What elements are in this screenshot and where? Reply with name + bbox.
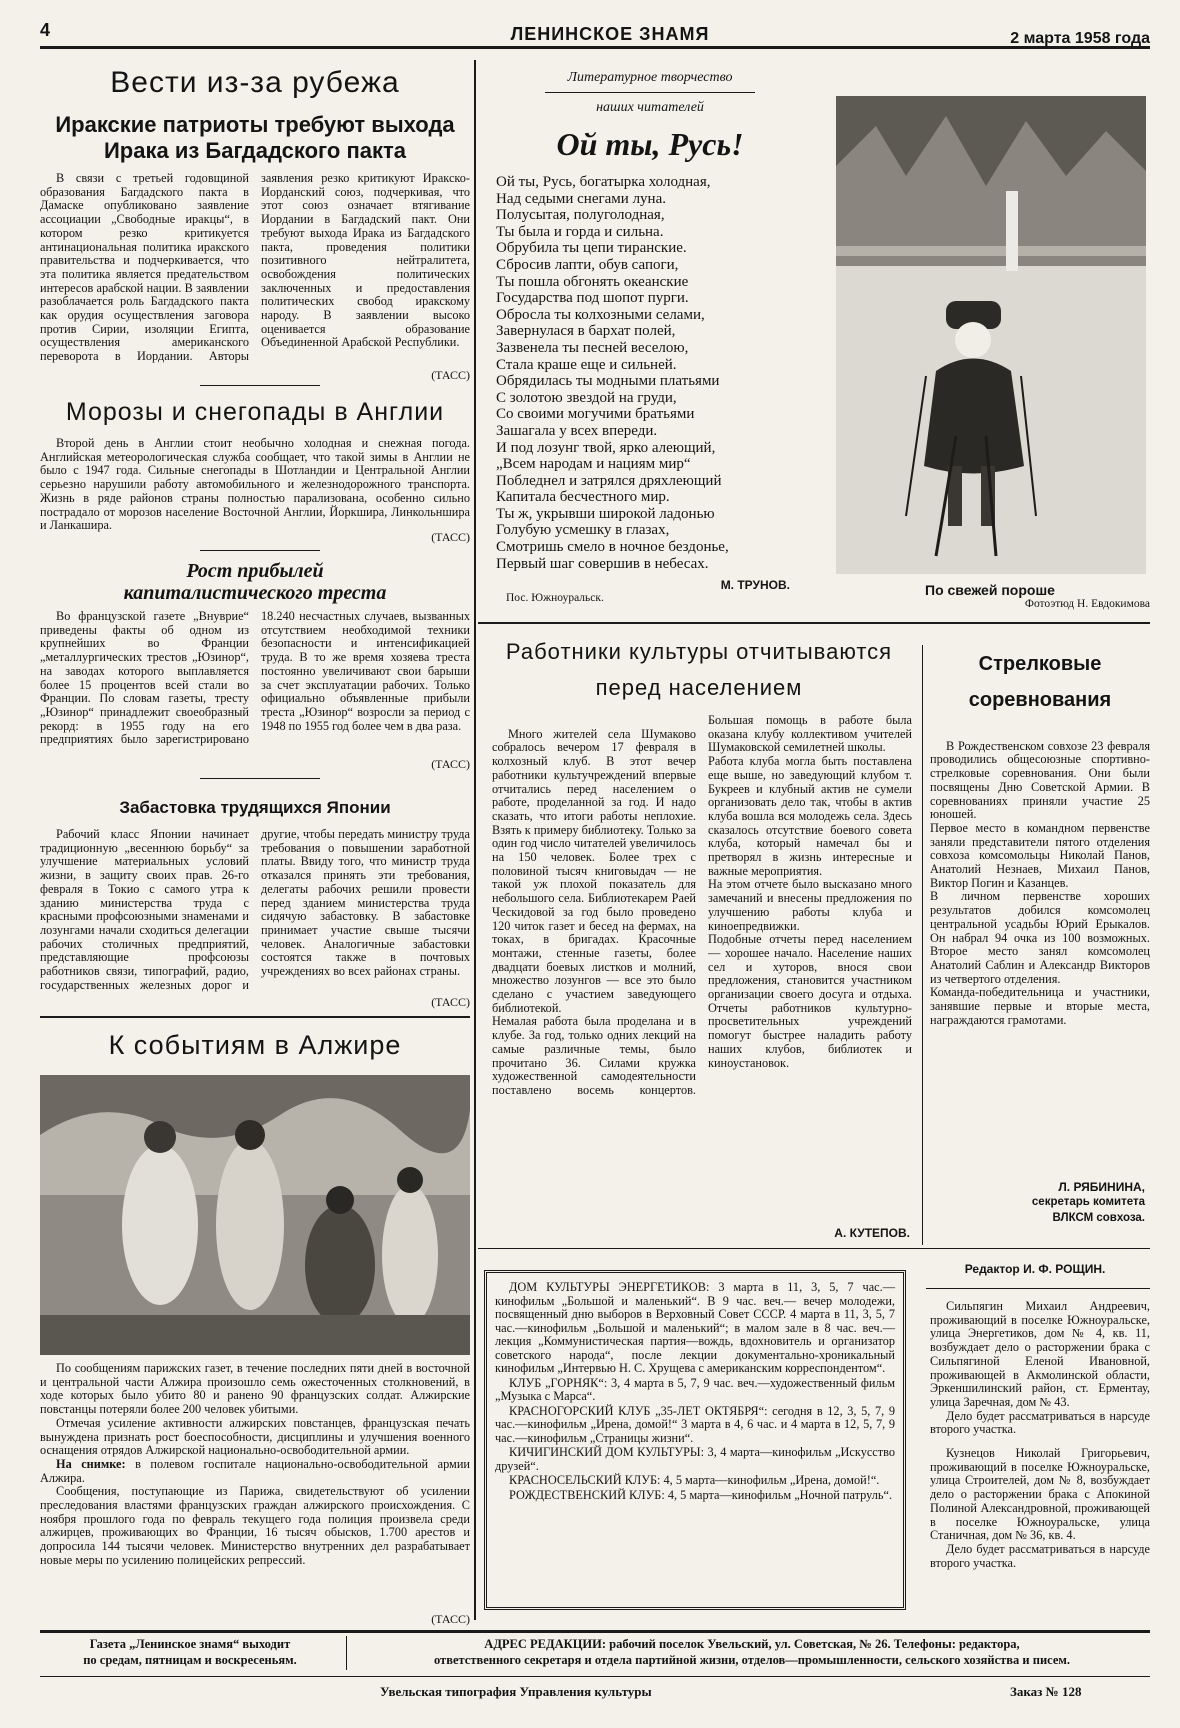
shooting-author-title1: секретарь комитета [1031, 1196, 1145, 1208]
algeria-caption-label: На снимке: [56, 1456, 126, 1471]
culture-author: А. КУТЕПОВ. [834, 1226, 910, 1240]
footer-rule [40, 1630, 1150, 1633]
culture-headline-line2: перед населением [595, 675, 803, 700]
poem-place: Пос. Южноуральск. [506, 592, 604, 604]
divider [200, 550, 320, 551]
footer-order: Заказ № 128 [1010, 1684, 1082, 1699]
divorce-notice2-end: Дело будет рассматриваться в нарсуде второго участка. [930, 1541, 1150, 1570]
footer-schedule-line2: по средам, пятницам и воскресеньям. [83, 1653, 297, 1667]
skier-photo [836, 96, 1146, 574]
shooting-headline [930, 646, 1150, 718]
announcement-item: ДОМ КУЛЬТУРЫ ЭНЕРГЕТИКОВ: 3 марта в 11, 3, 5, 7 час.—кинофильм „Большой и маленький“. В 9 час. веч.— вечер молодежи, посвященный дню выборов в Верховный Совет СССР. 4 марта в 11, 3, 5, 7 час.—кинофильм „Большой и маленький“; в малом зале в 8 час. веч.—лекция „Коммунистическая партия—вождь, вдохновитель и организатор советского народа“, после лекции документально-хроникальный кинофильм „Интервью Н. С. Хрущева с американским корреспондентом“. [495, 1280, 895, 1375]
announcement-item: КРАСНОГОРСКИЙ КЛУБ „35-ЛЕТ ОКТЯБРЯ“: сегодня в 12, 3, 5, 7, 9 час.—кинофильм „Ирена, домой!“ 3 марта в 4, 6 час. и 4 марта в 12, 5, 7, 9 час.—кинофильм „Страницы жизни“. [495, 1403, 895, 1445]
profits-article [40, 610, 470, 770]
section-rule [40, 1016, 470, 1018]
poem-author: М. ТРУНОВ. [720, 578, 790, 592]
section-title-abroad: Вести из-за рубежа [110, 66, 400, 99]
shooting-headline-line2: соревнования [968, 689, 1112, 711]
japan-source: (ТАСС) [431, 995, 470, 1009]
iraq-source: (ТАСС) [431, 368, 470, 382]
culture-headline [480, 634, 918, 706]
iraq-body: В связи с третьей годовщиной образования Багдадского пакта в Дамаске опубликовано заявление ассоциации „Свободные иракцы“, в котором резко критикуется антинациональная политика иракского правительства и подчеркивается, что эта политика является предательством интересов арабской нации. В заявлении разоблачается роль Багдадского пакта как орудия осуществления заговора против Сирии, изоляции Египта, осуществления американского переворота в Иордании. Авторы заявления резко критикуют Иракско-Иорданский союз, подчеркивая, что этот союз означает втягивание Иордании в Багдадский пакт. Они требуют выхода Ирака из Багдадского пакта, проведения политики позитивного нейтралитета, освобождения политических заключенных и предоставления политических свобод иракскому народу. В заявлении высоко оценивается образование Объединенной Арабской Республики. [40, 172, 470, 364]
poem-rubric-line1: Литературное творчество [567, 70, 733, 85]
algeria-caption [40, 1458, 470, 1485]
footer-address-line2: ответственного секретаря и отдела партийной жизни, отделов—промышленности, сельского хозяйства и писем. [433, 1653, 1071, 1667]
footer-divider [346, 1636, 347, 1670]
announcement-item: РОЖДЕСТВЕНСКИЙ КЛУБ: 4, 5 марта—кинофильм „Ночной патруль“. [509, 1487, 893, 1502]
culture-headline-line1: Работники культуры отчитываются [505, 639, 893, 664]
shooting-author-title2: ВЛКСМ совхоза. [1052, 1212, 1145, 1224]
section-rule [478, 1248, 1150, 1249]
iraq-article [40, 172, 470, 372]
algeria-body1: По сообщениям парижских газет, в течение последних пяти дней в восточной и центральной части Алжира произошло семь ожесточенных столкновений, в ходе которых было убито 80 и ранено 90 французских солдат. Алжирские повстанцы потеряли более 200 человек убитыми. [40, 1362, 470, 1417]
shooting-headline-line1: Стрелковые [978, 653, 1102, 675]
divider [200, 385, 320, 386]
algeria-caption-text: в полевом госпитале национально-освободительной армии Алжира. [40, 1456, 470, 1485]
culture-article [492, 714, 912, 1228]
announcement-item: КРАСНОСЕЛЬСКИЙ КЛУБ: 4, 5 марта—кинофильм „Ирена, домой!“. [509, 1473, 880, 1487]
algeria-article [40, 1362, 470, 1622]
iraq-headline: Иракские патриоты требуют выхода Ирака из Багдадского пакта [55, 112, 455, 163]
divorce-notice1: Сильпягин Михаил Андреевич, проживающий в поселке Южноуральске, улица Энергетиков, дом № 4, кв. 11, возбуждает дело о расторжении брака с Сильпягиной Еленой Ивановной, проживающей в Акмолинской области, Эркеншилинский район, ст. Ерментау, улица Заречная, дом № 43. [930, 1300, 1150, 1409]
newspaper-title: ЛЕНИНСКОЕ ЗНАМЯ [510, 24, 710, 44]
algeria-photo-image [40, 1075, 470, 1355]
algeria-headline: К событиям в Алжире [108, 1030, 402, 1060]
announcement-item: КИЧИГИНСКИЙ ДОМ КУЛЬТУРЫ: 3, 4 марта—кинофильм „Искусство друзей“. [495, 1445, 895, 1473]
divorce-notice2: Кузнецов Николай Григорьевич, проживающий в поселке Южноуральске, улица Строителей, дом № 8, возбуждает дело о расторжении брака с Апокиной Полиной Александровной, проживающей в поселке Южноуральске, улица Станичная, дом № 36, кв. 4. [930, 1446, 1150, 1543]
divorce-notices [930, 1300, 1150, 1620]
footer-printer: Увельская типография Управления культуры [380, 1684, 652, 1699]
masthead-rule [40, 46, 1150, 49]
shooting-author: Л. РЯБИНИНА, [1058, 1180, 1145, 1194]
divider [545, 92, 755, 93]
divider [926, 1288, 1150, 1289]
frost-body: Второй день в Англии стоит необычно холодная и снежная погода. Английская метеорологическая служба сообщает, что такой зимы в Англии не было с 1947 года. Сильные снегопады в Шотландии и Центральной Англии серьезно нарушили работу автомобильного и железнодорожного транспорта. Жизнь в ряде районов страны полностью парализована, особенно сильно пострадало от морозов население Восточной Англии, Йоркшира, Линкольншира и Ланкашира. [40, 437, 470, 533]
issue-date: 2 марта 1958 года [1010, 30, 1150, 47]
frost-source: (ТАСС) [431, 530, 470, 544]
profits-headline-line1: Рост прибылей [186, 560, 324, 582]
footer-schedule-line1: Газета „Ленинское знамя“ выходит [89, 1637, 291, 1651]
japan-article [40, 828, 470, 1008]
profits-headline [40, 560, 470, 604]
page-number: 4 [40, 20, 51, 40]
column-divider-left [474, 60, 476, 1620]
shooting-body: В Рождественском совхозе 23 февраля проводились общесоюзные спортивно-стрелковые соревнования. Они были посвящены Дню Советской Армии. В соревнованиях приняли участие 25 юношей. Первое место в командном первенстве заняли представители пятого отделения совхоза комсомольцы Николай Панов, Анатолий Незнаев, Михаил Панов, Виктор Погин и Казанцев. В личном первенстве хороших результатов добился комсомолец центральной усадьбы Юрий Ерыкалов. Он набрал 94 очка из 100 возможных. Второе место занял комсомолец Анатолий Саблин и Александр Викторов из четвертого отделения. Команда-победительница и участники, занявшие первые и вторые места, награждаются грамотами. [930, 738, 1150, 1027]
column-divider-right [922, 645, 923, 1245]
poem-title: Ой ты, Русь! [556, 126, 744, 162]
poem-text: Ой ты, Русь, богатырка холодная, Над седыми снегами луна. Полусытая, полуголодная, Ты была и горда и сильна. Обрубила ты цепи тиранские. Сбросив лапти, обув сапоги, Ты пошла обгонять океанские Государства под шопот пурги. Обросла ты колхозными селами, Завернулася в бархат полей, Зазвенела ты песней веселою, Стала краше еще и сильней. Обрядилась ты модными платьями С золотою звездой на груди, Со своими могучими братьями Зашагала у всех впереди. И под лозунг твой, ярко алеющий, „Всем народам и нациям мир“ Побледнел и затрялся дряхлеющий Капитала бесчестного мир. Ты ж, укрывши широкой ладонью Голубую усмешку в глазах, Смотришь смело в ночное бездонье, Первый шаг совершив в небесах. [496, 174, 729, 572]
shooting-article [930, 726, 1150, 1176]
japan-body: Рабочий класс Японии начинает традиционную „весеннюю борьбу“ за улучшение материальных условий жизни, в защиту своих прав. 26-го февраля в Токио с самого утра к зданию министерства труда с красными профсоюзными знаменами и лозунгами начали сходиться делегации рабочих столичных предприятий, представляющие профсоюзы работников связи, типографий, радио, государственных железных дорог и другие, чтобы передать министру труда требования о повышении заработной платы. Ввиду того, что министр труда отказался принять эти требования, делегаты рабочих решили провести перед зданием министерства труда сидячую забастовку. В забастовке принимает участие свыше тысячи человек. Аналогичные забастовки состоятся также в почтовых учреждениях во всех районах страны. [40, 828, 470, 992]
announcement-item: КЛУБ „ГОРНЯК“: 3, 4 марта в 5, 7, 9 час. веч.—художественный фильм „Музыка с Марса“. [495, 1375, 895, 1403]
skier-photo-image [836, 96, 1146, 574]
profits-source: (ТАСС) [431, 757, 470, 771]
algeria-photo [40, 1075, 470, 1355]
profits-headline-line2: капиталистического треста [123, 582, 387, 604]
footer-schedule [40, 1636, 340, 1668]
footer-address-line1: АДРЕС РЕДАКЦИИ: рабочий поселок Увельский, ул. Советская, № 26. Телефоны: редактора, [484, 1637, 1020, 1651]
skier-photo-caption: По свежей пороше [925, 582, 1055, 598]
culture-body: Много жителей села Шумаково собралось вечером 17 февраля в колхозный клуб. В этот вечер работники культучреждений впервые отчитались перед населением о работе, проделанной за год. И надо сказать, что итоги работы неплохие. Взять к примеру библиотеку. Только за один год число читателей увеличилось на 150 человек. Более трех с половиной тысяч книговыдач — не такой уж плохой показатель для небольшого села. Библиотекарем Раей Ческидовой за год было проведено 120 читок газет и бесед на фермах, на токах, в бригадах. Красочные монтажи, стенные газеты, более двадцати боевых листков и молний, множество лозунгов — все это было сделано с участием заведующего библиотекой. Немалая работа была проделана и в клубе. За год, только одних лекций на самые различные темы, было прочитано 36. Силами кружка художественной самодеятельности поставлено восемь концертов. Большая помощь в работе была оказана клубу коллективом учителей Шумаковской семилетней школы. Работа клуба могла быть поставлена еще выше, но заведующий клубом т. Букреев и клубный актив не сумели организовать дело так, чтобы в актив клуба вошла вся молодежь села. Здесь сказалось отсутствие боевого совета клуба, который намечал бы и претворял в жизнь интересные и важные мероприятия. На этом отчете было высказано много замечаний и внесены предложения по улучшению работы клуба и киноепредвижки. Подобные отчеты перед населением — хорошее начало. Население наших сел и хуторов, внося свои предложения, становится участником организации своего досуга и отдыха. Отчеты работников культурно-просветительных учреждений помогут быстрее наладить работу наших клубов, библиотек и киноустановок. [492, 714, 912, 1097]
frost-headline: Морозы и снегопады в Англии [65, 398, 445, 426]
algeria-body2: Отмечая усиление активности алжирских повстанцев, французская печать вынуждена признать рост боеспособности, дисциплины и улучшения военного оснащения отрядов Алжирской национально-освободительной армии. [40, 1415, 470, 1458]
algeria-body3: Сообщения, поступающие из Парижа, свидетельствуют об усилении преследования властями французских граждан алжирского происхождения. С ноября прошлого года по февраль текущего года полиция произвела среди алжирцев, проживающих во Франции, 16 тысяч обысков, 1.700 арестов и допросила 144 тысячи человек. Министерство внутренних дел разрабатывает новые меры по усилению полицейских репрессий. [40, 1484, 470, 1567]
section-rule [478, 622, 1150, 624]
editor-line: Редактор И. Ф. РОЩИН. [964, 1262, 1106, 1276]
footer-rule-2 [40, 1676, 1150, 1677]
profits-body: Во французской газете „Внуврие“ приведены факты об одном из крупнейших во Франции „металлургических трестов „Юзинор“, на заводах которого выплавляется более 15 процентов всей стали во Франции. По словам газеты, тресту „Юзинор“ принадлежит своеобразный рекорд: в 1955 году на его предприятиях было зарегистрировано 18.240 несчастных случаев, вызванных отсутствием необходимой техники безопасности и интенсификацией труда. В то же время хозяева треста постоянно увеличивают свои барыши за счет эксплуатации рабочих. Только официально объявленные прибыли треста „Юзинор“ возросли за период с 1948 по 1955 год более чем в два раза. [40, 610, 470, 747]
footer-address [352, 1636, 1152, 1668]
algeria-source: (ТАСС) [431, 1612, 470, 1626]
announcements-box [484, 1270, 906, 1610]
frost-article [40, 437, 470, 544]
skier-photo-credit: Фотоэтюд Н. Евдокимова [1024, 598, 1150, 610]
divider [200, 778, 320, 779]
japan-headline: Забастовка трудящихся Японии [119, 798, 391, 817]
divorce-notice1-end: Дело будет рассматриваться в нарсуде второго участка. [930, 1408, 1150, 1437]
poem-rubric-line2: наших читателей [596, 100, 704, 115]
